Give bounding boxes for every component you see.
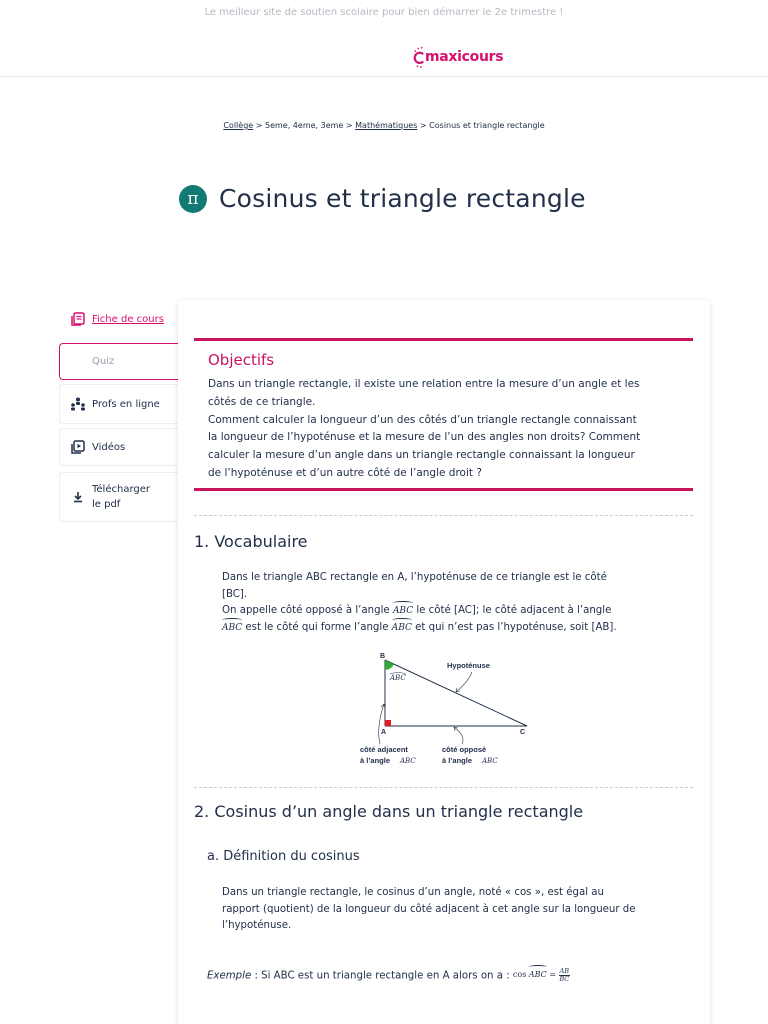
section1-title: 1. Vocabulaire	[194, 532, 308, 551]
tab-quiz-label: Quiz	[92, 356, 115, 367]
breadcrumb-link-maths[interactable]: Mathématiques	[355, 121, 418, 130]
tab-pdf-label-line2: le pdf	[92, 499, 121, 510]
objectifs-title: Objectifs	[208, 351, 275, 369]
breadcrumb	[0, 121, 768, 130]
section1-line: est le côté qui forme l’angle	[242, 621, 392, 633]
definition-line: rapport (quotient) de la longueur du côté adjacent à cet angle sur la longueur de	[222, 903, 636, 915]
section1-paragraph	[222, 570, 672, 636]
angle-abc-mark	[385, 660, 394, 670]
opposite-angle-label: ABC	[482, 757, 498, 765]
section1-line: le côté [AC]; le côté adjacent à l’angle	[413, 605, 612, 616]
right-angle-mark	[385, 720, 391, 726]
tab-fiche-label: Fiche de cours	[92, 313, 164, 325]
vertex-c-label: C	[520, 729, 526, 736]
section1-line: [BC].	[222, 588, 248, 600]
adjacent-label-line1: côté adjacent	[360, 745, 408, 754]
figure-angle-label: ABC	[390, 674, 406, 682]
download-icon	[70, 490, 86, 504]
angle-abc: ABC	[222, 620, 242, 637]
breadcrumb-link-college[interactable]: Collège	[223, 121, 254, 130]
site-logo[interactable]	[0, 42, 768, 72]
tab-videos-label: Vidéos	[92, 441, 126, 453]
breadcrumb-levels: > 5eme, 4eme, 3eme >	[253, 121, 356, 130]
logo-sun-icon	[413, 46, 427, 68]
page-title: Cosinus et triangle rectangle	[219, 184, 586, 213]
tab-pdf-label	[92, 482, 150, 512]
formula-denominator: BC	[559, 974, 570, 983]
opposite-label-line2: à l’angle	[442, 756, 473, 765]
formula-numerator: AB	[559, 966, 570, 975]
hypotenuse-arrow	[456, 672, 472, 692]
objectifs-box	[194, 338, 693, 491]
tab-pdf-label-line1: Télécharger	[92, 484, 151, 495]
cosine-formula: cos ABC = $\frac{AB}{BC}$	[512, 966, 570, 983]
section1-line: et qui n’est pas l’hypoténuse, soit [AB].	[411, 621, 617, 633]
math-pi-icon: π	[179, 185, 207, 213]
promo-banner[interactable]: Le meilleur site de soutien scolaire pour bien démarrer le 2e trimestre !	[204, 7, 564, 18]
subsection-a-title: a. Définition du cosinus	[207, 849, 360, 864]
logo-text: maxicours	[425, 49, 504, 65]
objectifs-line: de l’hypoténuse et d’un autre côté de l’angle droit ?	[208, 466, 482, 479]
section-divider	[194, 515, 693, 516]
objectifs-line: la longueur de l’hypoténuse et la mesure de l’un des angles non droits? Comment	[208, 431, 641, 444]
objectifs-line: Dans un triangle rectangle, il existe une relation entre la mesure d’un angle et les	[208, 378, 640, 390]
angle-abc: ABC	[392, 620, 412, 637]
book-icon	[70, 312, 86, 326]
header-divider	[0, 76, 768, 77]
group-icon	[70, 397, 86, 411]
formula-cos: cos	[512, 970, 527, 979]
section1-line: Dans le triangle ABC rectangle en A, l’hypoténuse de ce triangle est le côté	[222, 572, 607, 583]
tab-profs-label: Profs en ligne	[92, 398, 160, 410]
objectifs-line: côtés de ce triangle.	[208, 395, 316, 408]
vertex-b-label: B	[380, 653, 386, 660]
example-label: Exemple	[207, 970, 252, 982]
formula-fraction	[559, 968, 570, 983]
objectifs-line: calculer la mesure d’un angle dans un triangle rectangle connaissant la longueur	[208, 449, 635, 462]
adjacent-angle-label: ABC	[400, 757, 416, 765]
definition-line: Dans un triangle rectangle, le cosinus d’un angle, noté « cos », est égal au	[222, 887, 604, 898]
tab-profs-en-ligne[interactable]	[59, 384, 179, 424]
section-divider	[194, 787, 693, 788]
breadcrumb-current: > Cosinus et triangle rectangle	[417, 121, 545, 130]
vertex-a-label: A	[381, 729, 387, 736]
example-paragraph	[207, 967, 677, 985]
adjacent-arrow	[379, 704, 387, 744]
definition-line: l’hypoténuse.	[222, 920, 292, 931]
video-icon	[70, 440, 86, 454]
definition-paragraph	[222, 885, 672, 935]
angle-abc: ABC	[393, 603, 413, 620]
example-text: : Si ABC est un triangle rectangle en A alors on a :	[251, 970, 513, 982]
opposite-label-line1: côté opposé	[442, 745, 487, 754]
tab-telecharger-pdf[interactable]	[59, 472, 179, 522]
section1-line: On appelle côté opposé à l’angle	[222, 605, 393, 616]
section2-title: 2. Cosinus d’un angle dans un triangle rectangle	[194, 802, 584, 821]
tab-videos[interactable]	[59, 428, 179, 466]
adjacent-label-line2: à l’angle	[360, 756, 391, 765]
hypotenuse-label: Hypoténuse	[447, 661, 490, 670]
formula-angle: ABC	[529, 967, 547, 984]
objectifs-line: Comment calculer la longueur d’un des côtés d’un triangle rectangle connaissant	[208, 413, 637, 426]
triangle-figure	[350, 648, 540, 770]
tab-quiz[interactable]	[59, 343, 179, 380]
page-title-row	[179, 184, 586, 213]
tab-fiche-de-cours[interactable]	[59, 300, 179, 338]
objectifs-text	[208, 376, 688, 483]
opposite-arrow	[454, 727, 463, 744]
